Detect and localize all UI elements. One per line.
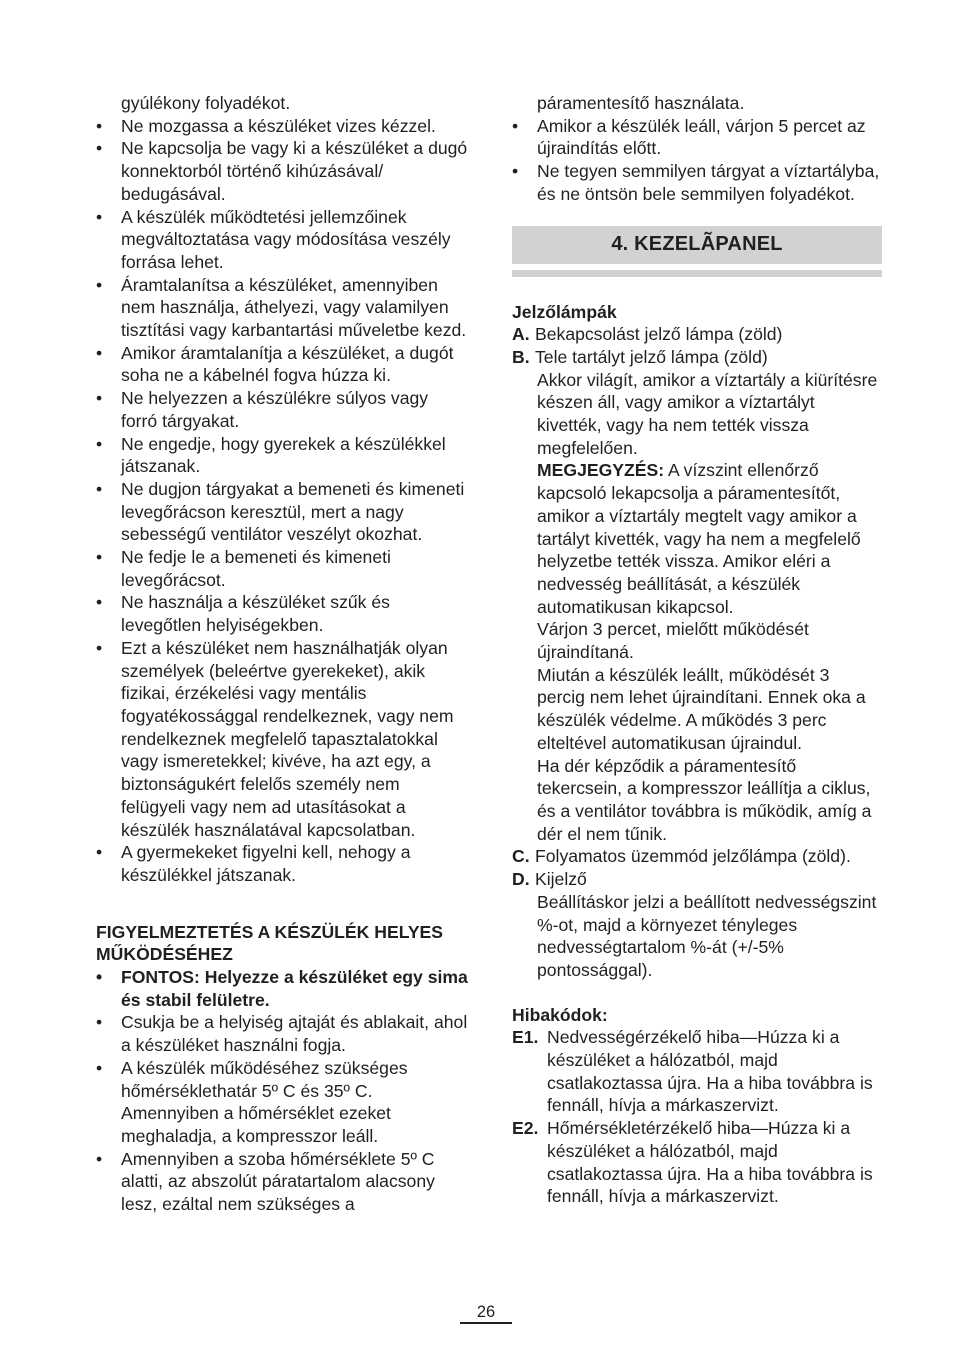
indicator-description: Akkor világít, amikor a víztartály a kiürítésre készen áll, vagy amikor a víztartályt kivették, vagy ha nem tették vissza megfelelően.	[537, 369, 878, 458]
error-text: Hőmérsékletérzékelő hiba—Húzza ki a készüléket a hálózatból, majd csatlakoztassa újra. Ha a hiba továbbra is fennáll, hívja a márkaszervizt.	[547, 1118, 873, 1207]
indicator-label: D.	[512, 869, 530, 890]
indicator-d	[512, 868, 882, 891]
list-item: páramentesítő használata.	[537, 93, 745, 113]
section-divider	[512, 270, 882, 277]
list-item: • Ne fedje le a bemeneti és kimeneti levegőrácsot.	[96, 546, 468, 591]
page-number: 26	[476, 1303, 496, 1321]
list-item: • Ne helyezzen a készülékre súlyos vagy forró tárgyakat.	[96, 387, 468, 432]
list-item: • Ne dugjon tárgyakat a bemeneti és kimeneti levegőrácson keresztül, mert a nagy sebességű ventilátor veszélyt okozhat.	[96, 478, 468, 546]
indicator-b	[512, 346, 882, 369]
indicator-text: Kijelző	[535, 869, 587, 890]
warning-list	[96, 966, 468, 1216]
error-label: E1.	[512, 1027, 539, 1048]
list-item: • FONTOS: Helyezze a készüléket egy sima és stabil felületre.	[96, 966, 468, 1011]
note-paragraph	[537, 459, 882, 618]
list-item: • Ne engedje, hogy gyerekek a készülékkel játszanak.	[96, 433, 468, 478]
indicator-text: Bekapcsolást jelző lámpa (zöld)	[535, 324, 783, 345]
safety-list-continued	[512, 92, 882, 206]
safety-list	[96, 92, 468, 887]
list-item: • A készülék működtetési jellemzőinek megváltoztatása vagy módosítása veszély forrása lehet.	[96, 206, 468, 274]
error-label: E2.	[512, 1118, 539, 1139]
list-item: • A készülék működéséhez szükséges hőmérséklethatár 5º C és 35º C. Amennyiben a hőmérséklet ezeket meghaladja, a kompresszor leáll.	[96, 1057, 468, 1148]
indicator-label: A.	[512, 324, 530, 345]
error-codes-heading: Hibakódok:	[512, 1004, 608, 1025]
list-item: • Ne használja a készüléket szűk és levegőtlen helyiségekben.	[96, 591, 468, 636]
list-item: • Amikor a készülék leáll, várjon 5 percet az újraindítás előtt.	[512, 115, 882, 160]
list-item: • Ezt a készüléket nem használhatják olyan személyek (beleértve gyerekeket), akik fizikai, érzékelési vagy mentális fogyatékossággal rendelkeznek, vagy nem rendelkeznek megfelelő tapasztalatokkal vagy ismeretekkel; kivéve, ha azt egy, a biztonságukért felelős személy nem felügyeli vagy nem ad utasításokat a készülék használatával kapcsolatban.	[96, 637, 468, 841]
indicator-text: Folyamatos üzemmód jelzőlámpa (zöld).	[535, 846, 851, 867]
indicator-description: Beállításkor jelzi a beállított nedvességszint %-ot, majd a környezet tényleges nedvességtartalom %-át (+/-5% pontossággal).	[537, 891, 877, 980]
list-item: • A gyermekeket figyelni kell, nehogy a készülékkel játszanak.	[96, 841, 468, 886]
list-item: gyúlékony folyadékot.	[121, 93, 291, 113]
indicator-d-details	[512, 891, 882, 982]
error-text: Nedvességérzékelő hiba—Húzza ki a készüléket a hálózatból, majd csatlakoztassa újra. Ha a hiba továbbra is fennáll, hívja a márkaszervizt.	[547, 1027, 873, 1116]
list-item: • Amennyiben a szoba hőmérséklete 5º C alatti, az abszolút páratartalom alacsony lesz, ezáltal nem szükséges a	[96, 1148, 468, 1216]
indicator-a	[512, 323, 882, 346]
indicator-b-details	[512, 369, 882, 846]
page-number-underline	[460, 1322, 512, 1324]
list-item: • Áramtalanítsa a készüléket, amennyiben nem használja, áthelyezi, vagy valamilyen tisztítási vagy karbantartási műveletbe kezd.	[96, 274, 468, 342]
indicator-text: Tele tartályt jelző lámpa (zöld)	[535, 346, 768, 367]
list-item: • Ne tegyen semmilyen tárgyat a víztartályba, és ne öntsön bele semmilyen folyadékot.	[512, 160, 882, 205]
note-paragraph: Ha dér képződik a páramentesítő tekercsein, a kompresszor leállítja a ciklus, és a ventilátor továbbra is működik, amíg a dér el nem tűnik.	[537, 755, 872, 844]
section-title: 4. KEZELÃPANEL	[512, 226, 882, 264]
error-e1	[512, 1026, 882, 1117]
note-paragraph: Várjon 3 percet, mielőtt működését újraindítaná.	[537, 619, 809, 663]
note-paragraph: Miután a készülék leállt, működését 3 percig nem lehet újraindítani. Ennek oka a készülék védelme. A működés 3 perc elteltével automatikusan újraindul.	[537, 664, 866, 753]
list-item: • Ne mozgassa a készüléket vizes kézzel.	[96, 115, 468, 138]
error-e2	[512, 1117, 882, 1208]
list-item: • Csukja be a helyiség ajtaját és ablakait, ahol a készüléket használni fogja.	[96, 1011, 468, 1056]
indicator-label: B.	[512, 346, 530, 367]
left-column	[96, 92, 468, 1216]
right-column	[512, 92, 882, 1208]
list-item: • Amikor áramtalanítja a készüléket, a dugót soha ne a kábelnél fogva húzza ki.	[96, 342, 468, 387]
warning-heading: FIGYELMEZTETÉS A KÉSZÜLÉK HELYES MŰKÖDÉSÉHEZ	[96, 921, 444, 965]
note-label: MEGJEGYZÉS:	[537, 460, 665, 481]
list-item: • Ne kapcsolja be vagy ki a készüléket a dugó konnektorból történő kihúzásával/ bedugásával.	[96, 137, 468, 205]
indicator-c	[512, 845, 882, 868]
indicator-label: C.	[512, 846, 530, 867]
note-text: A vízszint ellenőrző kapcsoló lekapcsolja a páramentesítőt, amikor a víztartály megtelt vagy amikor a tartályt kivették, vagy ha nem a megfelelő helyzetbe tették vissza. Amikor eléri a nedvesség beállítását, a készülék automatikusan kikapcsol.	[537, 460, 861, 617]
indicators-heading: Jelzőlámpák	[512, 301, 617, 322]
